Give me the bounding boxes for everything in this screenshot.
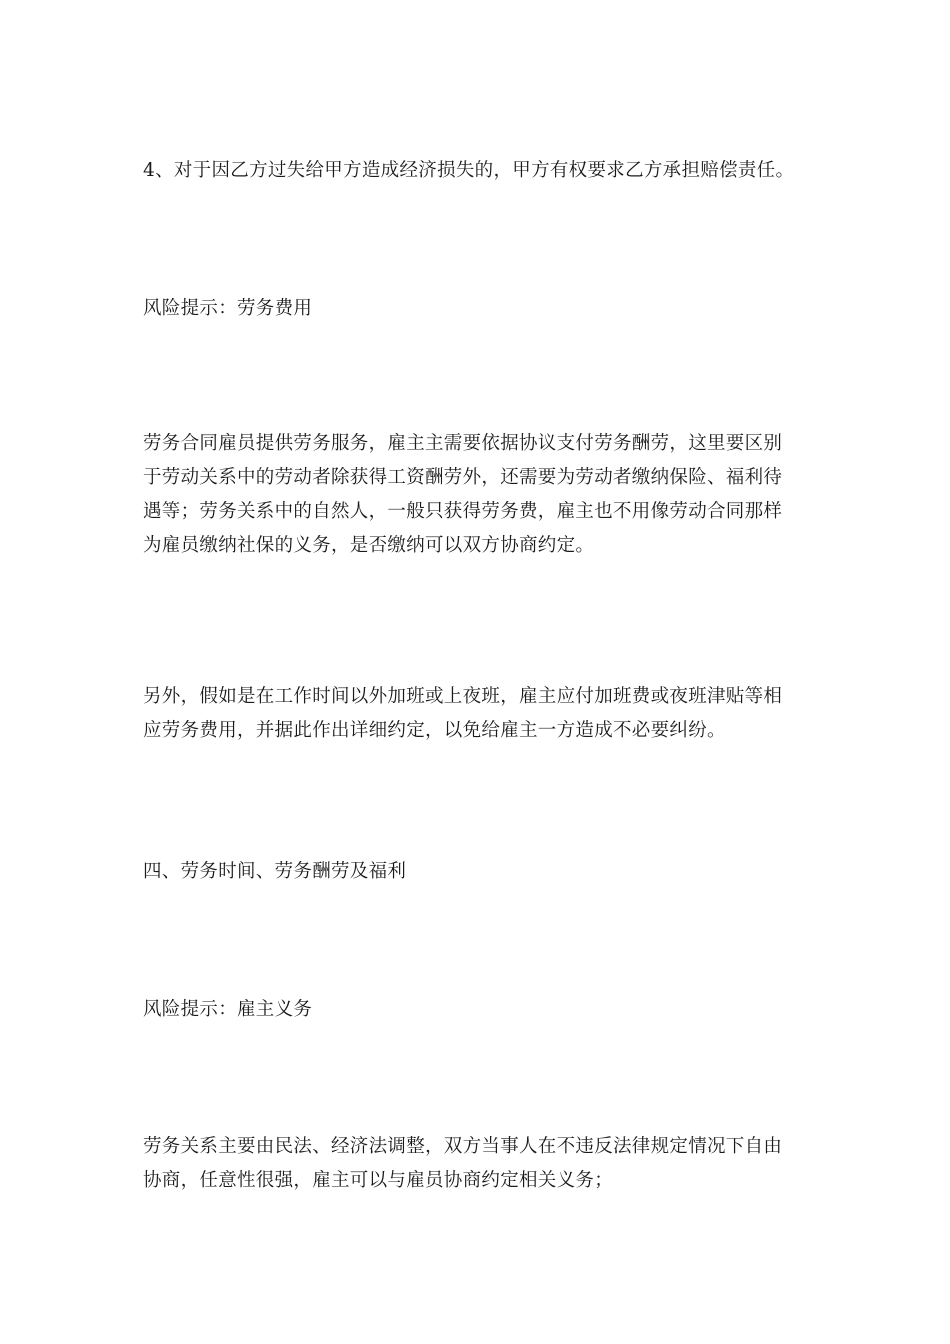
heading-risk-tip-employer-duty bbox=[143, 993, 803, 1027]
text-line: 四、劳务时间、劳务酬劳及福利 bbox=[143, 861, 407, 882]
text-line: 4、对于因乙方过失给甲方造成经济损失的，甲方有权要求乙方承担赔偿责任。 bbox=[143, 160, 795, 181]
paragraph-labor-relations bbox=[143, 1130, 803, 1198]
text-line: 协商，任意性很强，雇主可以与雇员协商约定相关义务； bbox=[143, 1170, 614, 1191]
paragraph-labor-fees bbox=[143, 427, 803, 563]
heading-risk-tip-labor-fees bbox=[143, 292, 803, 326]
text-line: 于劳动关系中的劳动者除获得工资酬劳外，还需要为劳动者缴纳保险、福利待 bbox=[143, 467, 783, 488]
text-line: 风险提示：劳务费用 bbox=[143, 298, 313, 319]
text-line: 为雇员缴纳社保的义务，是否缴纳可以双方协商约定。 bbox=[143, 535, 595, 556]
text-line: 遇等；劳务关系中的自然人，一般只获得劳务费，雇主也不用像劳动合同那样 bbox=[143, 501, 783, 522]
text-line: 应劳务费用，并据此作出详细约定，以免给雇主一方造成不必要纠纷。 bbox=[143, 720, 726, 741]
paragraph-liability-clause bbox=[143, 154, 803, 188]
section-heading-four bbox=[143, 855, 803, 889]
text-line: 另外，假如是在工作时间以外加班或上夜班，雇主应付加班费或夜班津贴等相 bbox=[143, 686, 783, 707]
text-line: 风险提示：雇主义务 bbox=[143, 999, 313, 1020]
text-line: 劳务关系主要由民法、经济法调整，双方当事人在不违反法律规定情况下自由 bbox=[143, 1136, 783, 1157]
paragraph-overtime bbox=[143, 680, 803, 748]
text-line: 劳务合同雇员提供劳务服务，雇主主需要依据协议支付劳务酬劳，这里要区别 bbox=[143, 433, 783, 454]
